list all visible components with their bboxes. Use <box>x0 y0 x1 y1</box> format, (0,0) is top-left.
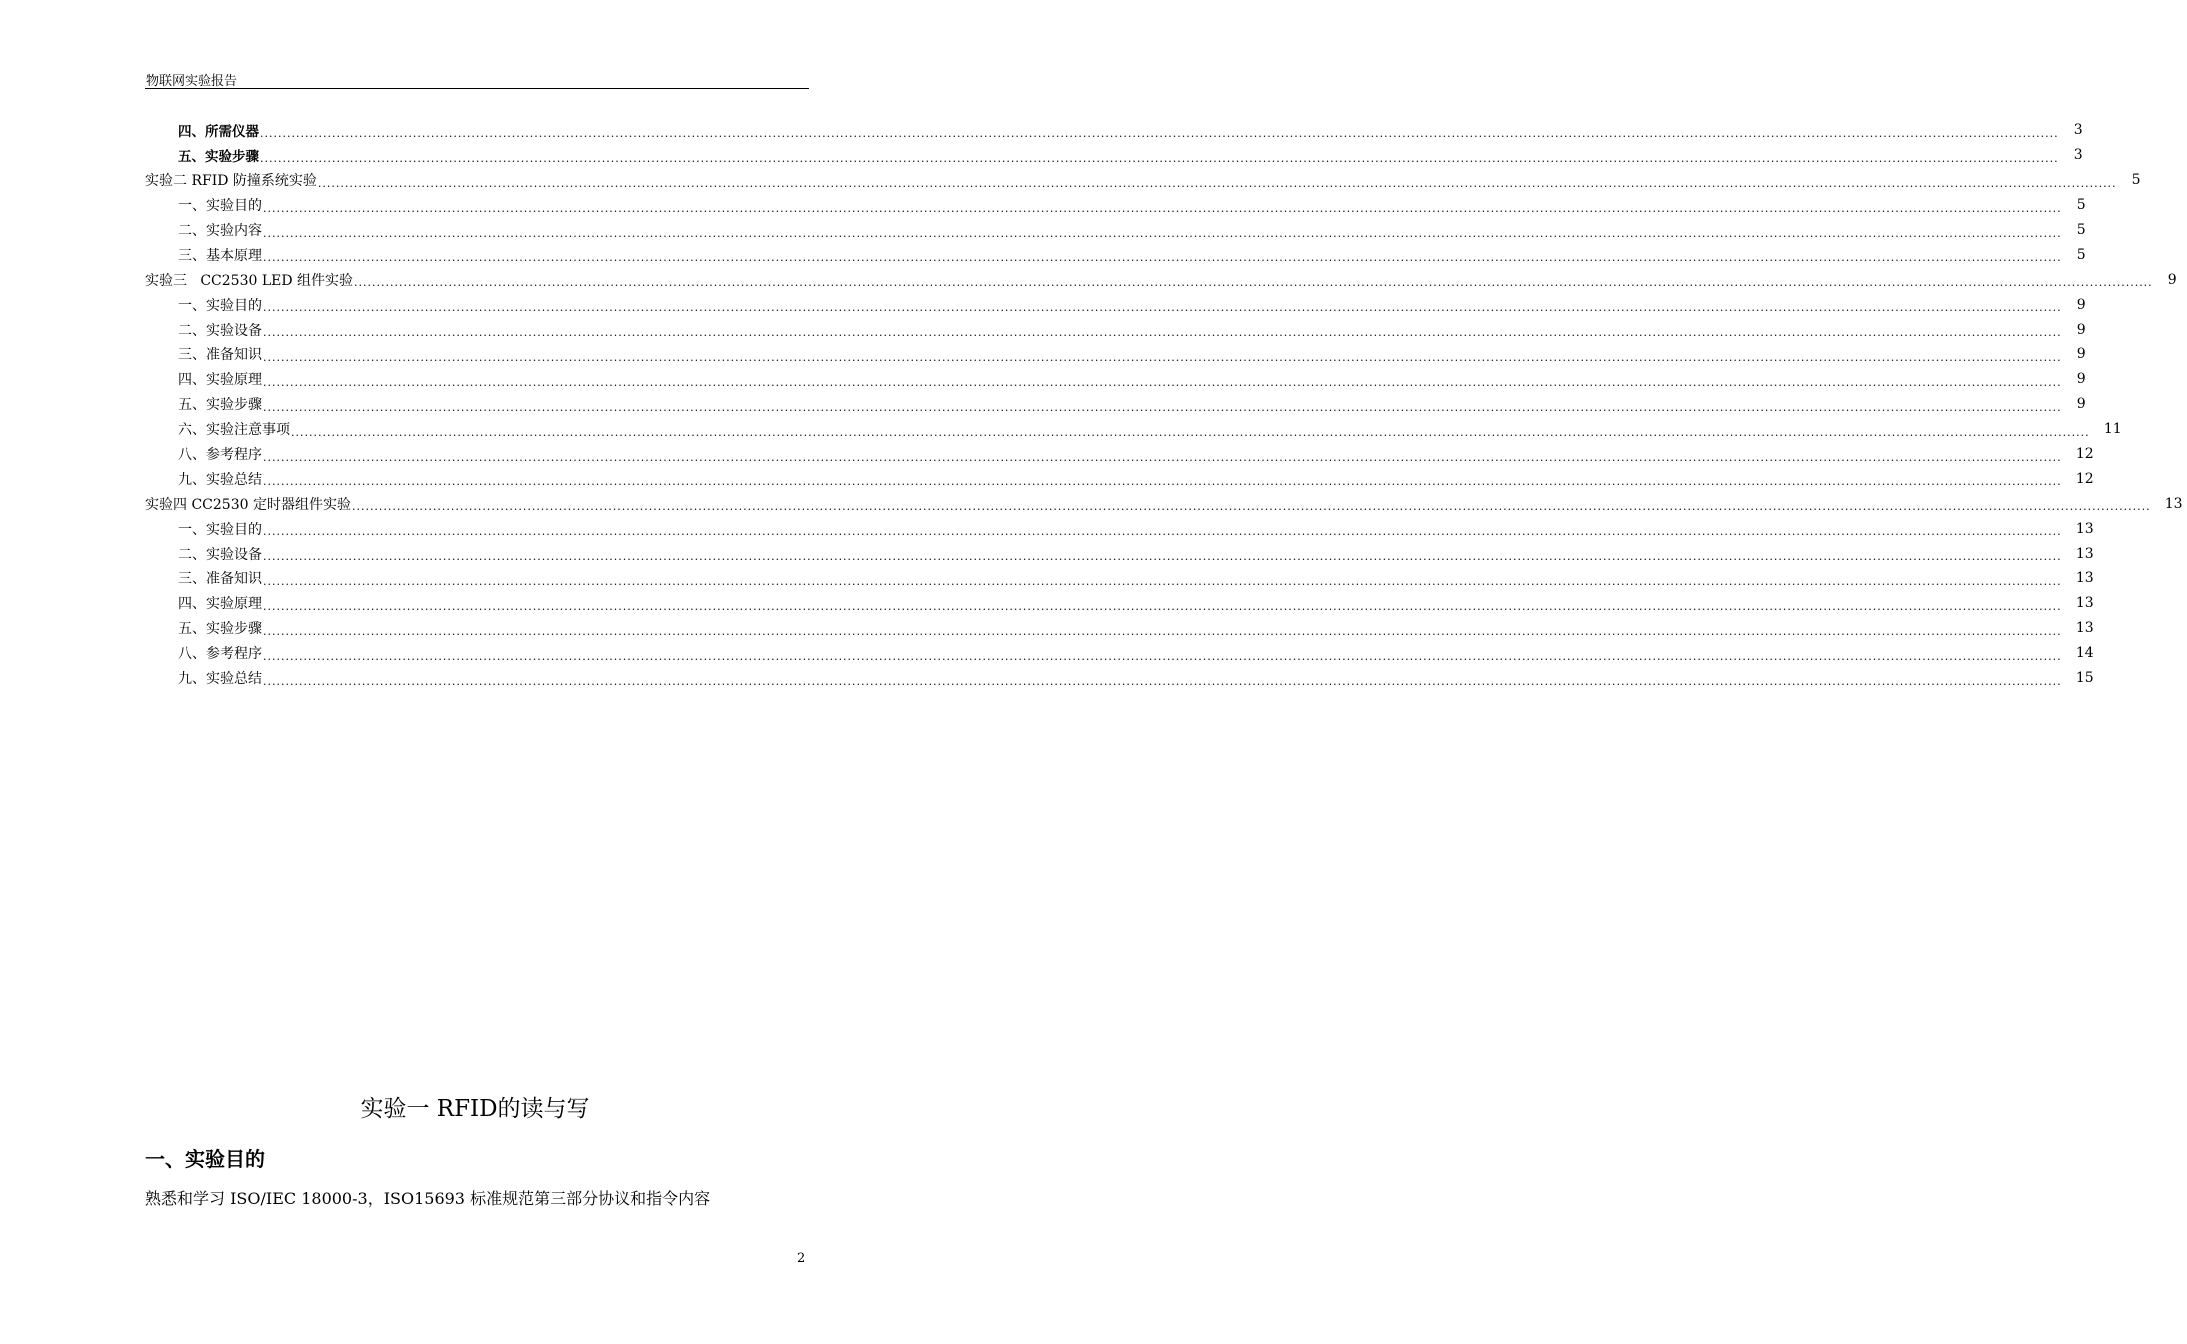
toc-entry[interactable] <box>145 267 2177 292</box>
toc-leader-dots: ................................................................................................................................................................................................................................................................................................................................................................................................................ <box>263 624 2062 638</box>
toc-entry-label: 三、准备知识 <box>178 571 262 588</box>
toc-entry-label: 二、实验内容 <box>178 223 262 239</box>
toc-entry-label: 实验二 RFID 防撞系统实验 <box>145 173 317 190</box>
toc-leader-dots: ................................................................................................................................................................................................................................................................................................................................................................................................................ <box>263 375 2062 389</box>
toc-entry-page: 13 <box>2075 545 2094 562</box>
toc-entry-label: 五、实验步骤 <box>178 621 262 638</box>
toc-leader-dots: ................................................................................................................................................................................................................................................................................................................................................................................................................ <box>351 500 2151 514</box>
section-heading: 一、实验目的 <box>145 1147 265 1171</box>
toc-leader-dots: ................................................................................................................................................................................................................................................................................................................................................................................................................ <box>317 176 2117 190</box>
toc-entry-page: 12 <box>2075 446 2094 463</box>
toc-entry[interactable] <box>145 541 2094 566</box>
toc-entry-page: 9 <box>2076 371 2086 388</box>
toc-entry-label: 四、实验原理 <box>178 596 262 613</box>
toc-entry-label: 实验四 CC2530 定时器组件实验 <box>145 496 351 513</box>
toc-leader-dots: ................................................................................................................................................................................................................................................................................................................................................................................................................ <box>354 276 2153 290</box>
toc-entry[interactable] <box>145 143 2083 168</box>
toc-entry-label: 三、准备知识 <box>178 347 262 364</box>
toc-entry[interactable] <box>145 342 2086 367</box>
toc-entry-label: 四、实验原理 <box>178 372 262 389</box>
toc-entry[interactable] <box>145 666 2094 691</box>
header-title: 物联网实验报告 <box>146 74 238 89</box>
toc-leader-dots: ................................................................................................................................................................................................................................................................................................................................................................................................................ <box>263 251 2062 265</box>
toc-entry[interactable] <box>145 591 2094 616</box>
toc-leader-dots: ................................................................................................................................................................................................................................................................................................................................................................................................................ <box>263 226 2062 240</box>
toc-entry-page: 13 <box>2075 595 2094 612</box>
toc-entry-label: 八、参考程序 <box>178 447 262 464</box>
toc-entry[interactable] <box>145 392 2086 417</box>
body-paragraph: 熟悉和学习 ISO/IEC 18000-3，ISO15693 标准规范第三部分协议和指令内容 <box>145 1189 711 1208</box>
toc-entry-label: 四、所需仪器 <box>178 124 259 141</box>
toc-entry-label: 一、实验目的 <box>178 297 262 314</box>
toc-entry-label: 二、实验设备 <box>178 322 262 339</box>
page-number: 2 <box>797 1251 806 1266</box>
toc-leader-dots: ................................................................................................................................................................................................................................................................................................................................................................................................................ <box>263 326 2062 340</box>
toc-leader-dots: ................................................................................................................................................................................................................................................................................................................................................................................................................ <box>291 425 2090 439</box>
toc-entry-page: 9 <box>2167 271 2177 288</box>
toc-entry-label: 八、参考程序 <box>178 646 262 663</box>
toc-leader-dots: ................................................................................................................................................................................................................................................................................................................................................................................................................ <box>263 400 2062 414</box>
toc-entry-page: 12 <box>2075 470 2094 487</box>
header-rule <box>145 88 809 89</box>
toc-entry-label: 一、实验目的 <box>178 521 262 538</box>
toc-entry-page: 13 <box>2075 620 2094 637</box>
toc-leader-dots: ................................................................................................................................................................................................................................................................................................................................................................................................................ <box>263 201 2062 215</box>
toc-entry-label: 二、实验设备 <box>178 546 262 563</box>
table-of-contents <box>145 118 2183 690</box>
toc-leader-dots: ................................................................................................................................................................................................................................................................................................................................................................................................................ <box>263 649 2062 663</box>
toc-entry-label: 实验三 CC2530 LED 组件实验 <box>145 272 354 289</box>
toc-entry[interactable] <box>145 218 2086 243</box>
toc-entry-label: 六、实验注意事项 <box>178 422 290 439</box>
toc-entry[interactable] <box>145 317 2086 342</box>
toc-entry[interactable] <box>145 641 2094 666</box>
toc-entry-label: 九、实验总结 <box>178 471 262 488</box>
toc-entry[interactable] <box>145 118 2083 143</box>
toc-entry-page: 9 <box>2076 346 2086 363</box>
toc-entry[interactable] <box>145 616 2094 641</box>
toc-entry-label: 一、实验目的 <box>178 198 262 215</box>
toc-entry[interactable] <box>145 193 2086 218</box>
toc-entry-page: 9 <box>2076 321 2086 338</box>
toc-entry-page: 13 <box>2075 520 2094 537</box>
toc-entry-page: 3 <box>2073 122 2083 139</box>
toc-entry[interactable] <box>145 566 2094 591</box>
toc-entry-page: 11 <box>2103 421 2122 438</box>
toc-entry-page: 14 <box>2075 645 2094 662</box>
toc-entry-label: 九、实验总结 <box>178 671 262 688</box>
toc-entry-page: 9 <box>2076 396 2086 413</box>
toc-entry-page: 13 <box>2164 495 2183 512</box>
toc-entry[interactable] <box>145 242 2086 267</box>
toc-entry[interactable] <box>145 516 2094 541</box>
toc-entry-page: 13 <box>2075 570 2094 587</box>
toc-leader-dots: ................................................................................................................................................................................................................................................................................................................................................................................................................ <box>263 450 2062 464</box>
toc-entry-page: 5 <box>2131 172 2141 189</box>
toc-leader-dots: ................................................................................................................................................................................................................................................................................................................................................................................................................ <box>263 475 2062 489</box>
toc-entry-label: 五、实验步骤 <box>178 149 259 166</box>
toc-entry-page: 9 <box>2076 296 2086 313</box>
toc-leader-dots: ................................................................................................................................................................................................................................................................................................................................................................................................................ <box>260 126 2059 140</box>
toc-leader-dots: ................................................................................................................................................................................................................................................................................................................................................................................................................ <box>263 674 2062 688</box>
toc-entry-page: 15 <box>2075 670 2094 687</box>
toc-leader-dots: ................................................................................................................................................................................................................................................................................................................................................................................................................ <box>263 574 2062 588</box>
toc-entry-label: 三、基本原理 <box>178 247 262 264</box>
toc-entry-page: 5 <box>2076 197 2086 214</box>
toc-entry[interactable] <box>145 442 2094 467</box>
toc-leader-dots: ................................................................................................................................................................................................................................................................................................................................................................................................................ <box>260 151 2059 165</box>
toc-entry[interactable] <box>145 292 2086 317</box>
toc-entry-label: 五、实验步骤 <box>178 397 262 414</box>
toc-entry[interactable] <box>145 168 2141 193</box>
chapter-title: 实验一 RFID的读与写 <box>360 1096 590 1122</box>
toc-entry-page: 5 <box>2076 246 2086 263</box>
toc-leader-dots: ................................................................................................................................................................................................................................................................................................................................................................................................................ <box>263 599 2062 613</box>
toc-entry[interactable] <box>145 491 2183 516</box>
toc-entry[interactable] <box>145 367 2086 392</box>
toc-leader-dots: ................................................................................................................................................................................................................................................................................................................................................................................................................ <box>263 525 2062 539</box>
toc-leader-dots: ................................................................................................................................................................................................................................................................................................................................................................................................................ <box>263 350 2062 364</box>
toc-leader-dots: ................................................................................................................................................................................................................................................................................................................................................................................................................ <box>263 550 2062 564</box>
toc-leader-dots: ................................................................................................................................................................................................................................................................................................................................................................................................................ <box>263 301 2062 315</box>
toc-entry[interactable] <box>145 466 2094 491</box>
toc-entry-page: 3 <box>2073 147 2083 164</box>
toc-entry[interactable] <box>145 417 2122 442</box>
toc-entry-page: 5 <box>2076 222 2086 238</box>
